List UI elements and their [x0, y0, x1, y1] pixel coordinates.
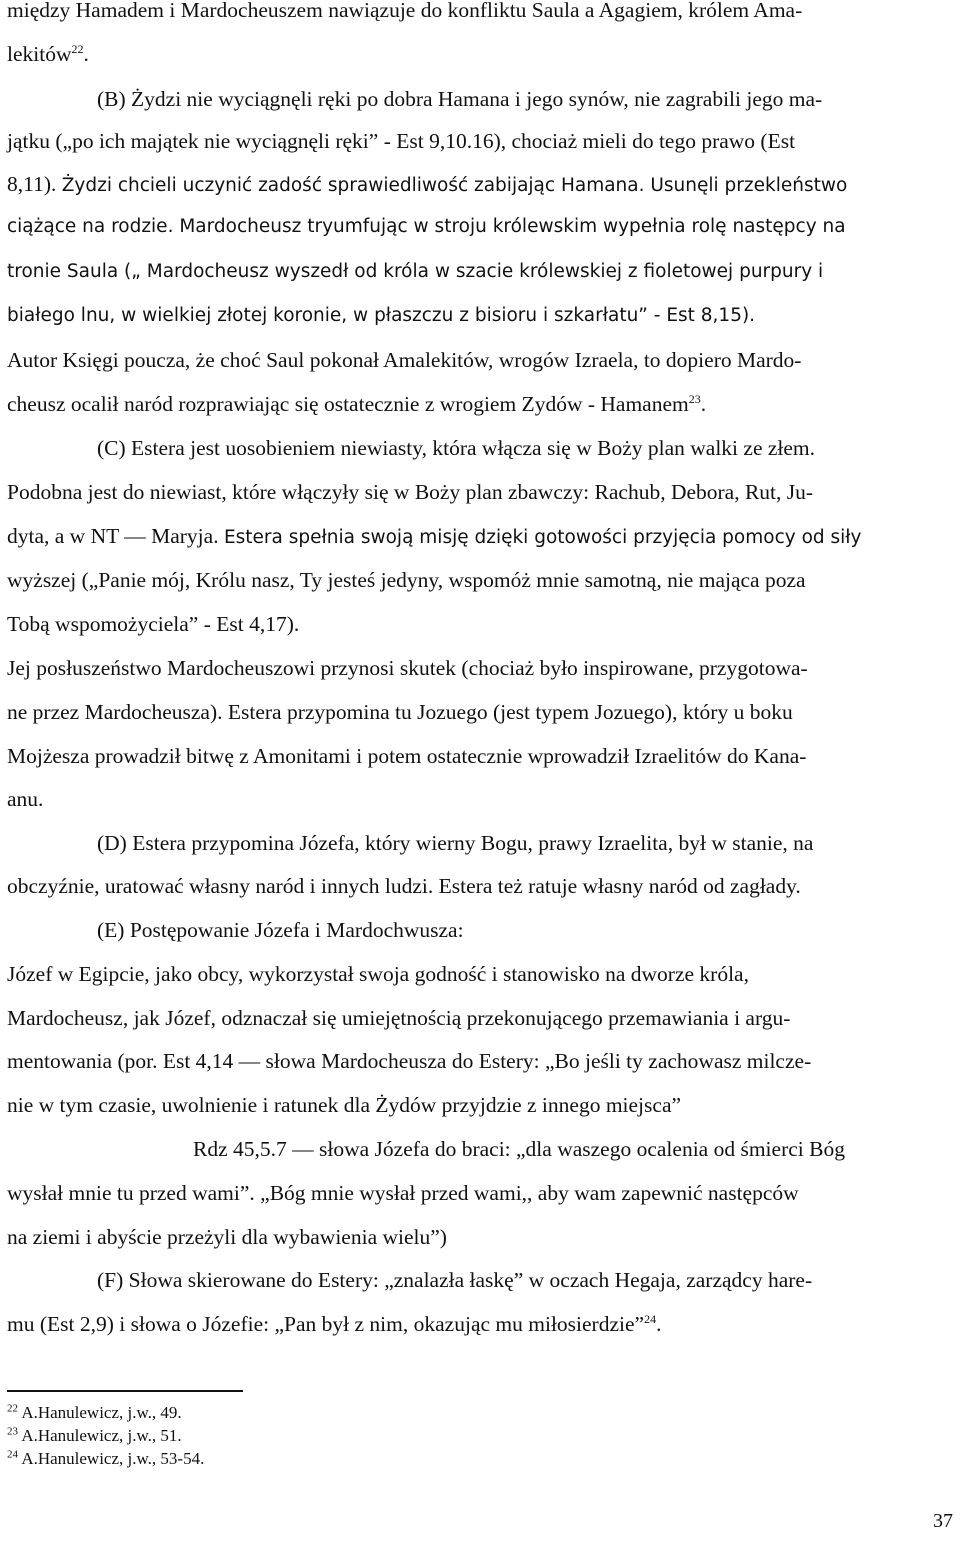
footnote-ref: 22 [71, 41, 84, 56]
text-line: nie w tym czasie, uwolnienie i ratunek dla Żydów przyjdzie z innego miejsca” [7, 1093, 682, 1117]
footnote: $^{22}$ A.Hanulewicz, j.w., 49. [7, 1402, 182, 1422]
footnote: $^{24}$ A.Hanulewicz, j.w., 53-54. [7, 1448, 205, 1468]
text-line: Mojżesza prowadził bitwę z Amonitami i potem ostatecznie wprowadził Izraelitów do Kana- [7, 744, 807, 768]
text-line: Rdz 45,5.7 — słowa Józefa do braci: „dla waszego ocalenia od śmierci Bóg [193, 1137, 845, 1161]
text-line: cheusz ocalił naród rozprawiając się ostatecznie z wrogiem Zydów - Hamanem$^{23}$. [7, 391, 707, 416]
text-line: mentowania (por. Est 4,14 — słowa Mardocheusza do Estery: „Bo jeśli ty zachowasz milcze- [7, 1049, 812, 1073]
text-line: białego lnu, w wielkiej złotej koronie, w płaszczu z bisioru i szkarłatu” - Est 8,15). [7, 305, 756, 326]
text-line: mu (Est 2,9) i słowa o Józefie: „Pan był z nim, okazując mu miłosierdzie”$^{24}$. [7, 1311, 662, 1336]
text-line: tronie Saula („ Mardocheusz wyszedł od króla w szacie królewskiej z fioletowej purpury i [7, 261, 824, 282]
text-line: na ziemi i abyście przeżyli dla wybawienia wielu”) [7, 1225, 447, 1249]
text-line: Jej posłuszeństwo Mardocheuszowi przynosi skutek (chociaż było inspirowane, przygotowa- [7, 656, 808, 680]
footnote-ref: 23 [688, 391, 701, 406]
text-line: (E) Postępowanie Józefa i Mardochwusza: [97, 918, 464, 942]
text-line: anu. [7, 787, 44, 811]
text-line: Mardocheusz, jak Józef, odznaczał się umiejętnością przekonującego przemawiania i argu- [7, 1006, 791, 1030]
text-line: Autor Księgi poucza, że choć Saul pokonał Amalekitów, wrogów Izraela, to dopiero Mardo- [7, 348, 802, 372]
text-line: (F) Słowa skierowane do Estery: „znalazła łaskę” w oczach Hegaja, zarządcy hare- [97, 1268, 813, 1292]
text-line: (B) Żydzi nie wyciągnęli ręki po dobra Hamana i jego synów, nie zagrabili jego ma- [97, 87, 823, 111]
text-line: ciążące na rodzie. Mardocheusz tryumfując w stroju królewskim wypełnia rolę następcy na [7, 216, 846, 237]
footnote: $^{23}$ A.Hanulewicz, j.w., 51. [7, 1425, 182, 1445]
text-line: jątku („po ich majątek nie wyciągnęli ręki” - Est 9,10.16), chociaż mieli do tego prawo (Est [7, 129, 796, 153]
footnote-ref: 24 [644, 1311, 657, 1326]
text-line: Józef w Egipcie, jako obcy, wykorzystał swoja godność i stanowisko na dworze króla, [7, 962, 749, 986]
text-line: Podobna jest do niewiast, które włączyły się w Boży plan zbawczy: Rachub, Debora, Rut, Ju- [7, 480, 814, 504]
text-line: wyższej („Panie mój, Królu nasz, Ty jesteś jedyny, wspomóż mnie samotną, nie mająca poza [7, 568, 806, 592]
text-line: między Hamadem i Mardocheuszem nawiązuje do konfliktu Saula a Agagiem, królem Ama- [7, 0, 803, 22]
text-line: obczyźnie, uratować własny naród i innych ludzi. Estera też ratuje własny naród od zagłady. [7, 874, 801, 898]
text-line: Tobą wspomożyciela” - Est 4,17). [7, 612, 300, 636]
text-line: (D) Estera przypomina Józefa, który wierny Bogu, prawy Izraelita, był w stanie, na [97, 831, 814, 855]
page-number: 37 [933, 1510, 953, 1532]
footnote-separator [7, 1390, 243, 1392]
text-line: lekitów$^{22}$. [7, 41, 89, 66]
text-line: (C) Estera jest uosobieniem niewiasty, która włącza się w Boży plan walki ze złem. [97, 436, 816, 460]
text-line: dyta, a w NT — Maryja. Estera spełnia swoją misję dzięki gotowości przyjęcia pomocy od siły [7, 524, 862, 548]
text-line: 8,11). Żydzi chcieli uczynić zadość sprawiedliwość zabijając Hamana. Usunęli przekleństwo [7, 172, 848, 196]
text-line: wysłał mnie tu przed wami”. „Bóg mnie wysłał przed wami,, aby wam zapewnić następców [7, 1181, 799, 1205]
text-line: ne przez Mardocheusza). Estera przypomina tu Jozuego (jest typem Jozuego), który u boku [7, 700, 793, 724]
